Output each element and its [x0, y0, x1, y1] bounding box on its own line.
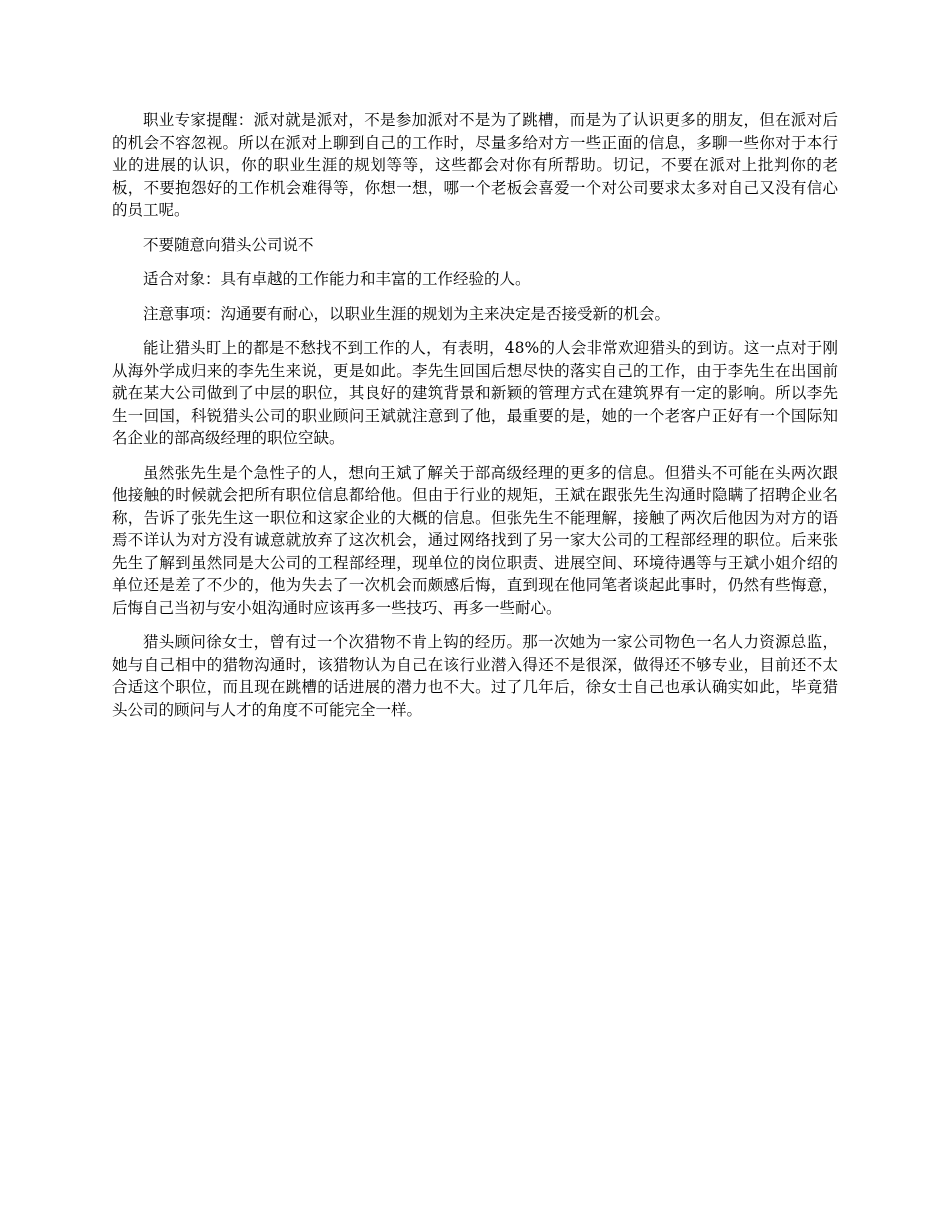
document-body	[112, 109, 838, 733]
paragraph-notes: 注意事项：沟通要有耐心，以职业生涯的规划为主来决定是否接受新的机会。	[143, 304, 671, 323]
paragraph-suitable-target: 适合对象：具有卓越的工作能力和丰富的工作经验的人。	[143, 270, 531, 288]
paragraph-mr-li: 能让猎头盯上的都是不愁找不到工作的人，有表明，48%的人会非常欢迎猎头的到访。这一点对于刚从海外学成归来的李先生来说，更是如此。李先生回国后想尽快的落实自己的工作，由于李先生在出国前就在某大公司做到了中层的职位，其良好的建筑背景和新颖的管理方式在建筑界有一定的影响。所以李先生一回国，科锐猎头公司的职业顾问王斌就注意到了他，最重要的是，她的一个老客户正好有一个国际知名企业的部高级经理的职位空缺。	[112, 339, 838, 447]
paragraph-ms-xu: 猎头顾问徐女士，曾有过一个次猎物不肯上钩的经历。那一次她为一家公司物色一名人力资源总监，她与自己相中的猎物沟通时，该猎物认为自己在该行业潜入得还不是很深，做得还不够专业，目前还不太合适这个职位，而且现在跳槽的话进展的潜力也不大。过了几年后，徐女士自己也承认确实如此，毕竟猎头公司的顾问与人才的角度不可能完全一样。	[112, 633, 838, 719]
paragraph-mr-zhang: 虽然张先生是个急性子的人，想向王斌了解关于部高级经理的更多的信息。但猎头不可能在头两次跟他接触的时候就会把所有职位信息都给他。但由于行业的规矩，王斌在跟张先生沟通时隐瞒了招聘企业名称，告诉了张先生这一职位和这家企业的大概的信息。但张先生不能理解，接触了两次后他因为对方的语焉不详认为对方没有诚意就放弃了这次机会，通过网络找到了另一家大公司的工程部经理的职位。后来张先生了解到虽然同是大公司的工程部经理，现单位的岗位职责、进展空间、环境待遇等与王斌小姐介绍的单位还是差了不少的，他为失去了一次机会而颇感后悔，直到现在他同笔者谈起此事时，仍然有些悔意，后悔自己当初与安小姐沟通时应该再多一些技巧、再多一些耐心。	[112, 463, 838, 617]
section-heading: 不要随意向猎头公司说不	[143, 235, 314, 254]
paragraph-expert-advice: 职业专家提醒：派对就是派对，不是参加派对不是为了跳槽，而是为了认识更多的朋友，但在派对后的机会不容忽视。所以在派对上聊到自己的工作时，尽量多给对方一些正面的信息，多聊一些你对于本行业的进展的认识，你的职业生涯的规划等等，这些都会对你有所帮助。切记，不要在派对上批判你的老板，不要抱怨好的工作机会难得等，你想一想，哪一个老板会喜爱一个对公司要求太多对自己又没有信心的员工呢。	[112, 111, 838, 219]
